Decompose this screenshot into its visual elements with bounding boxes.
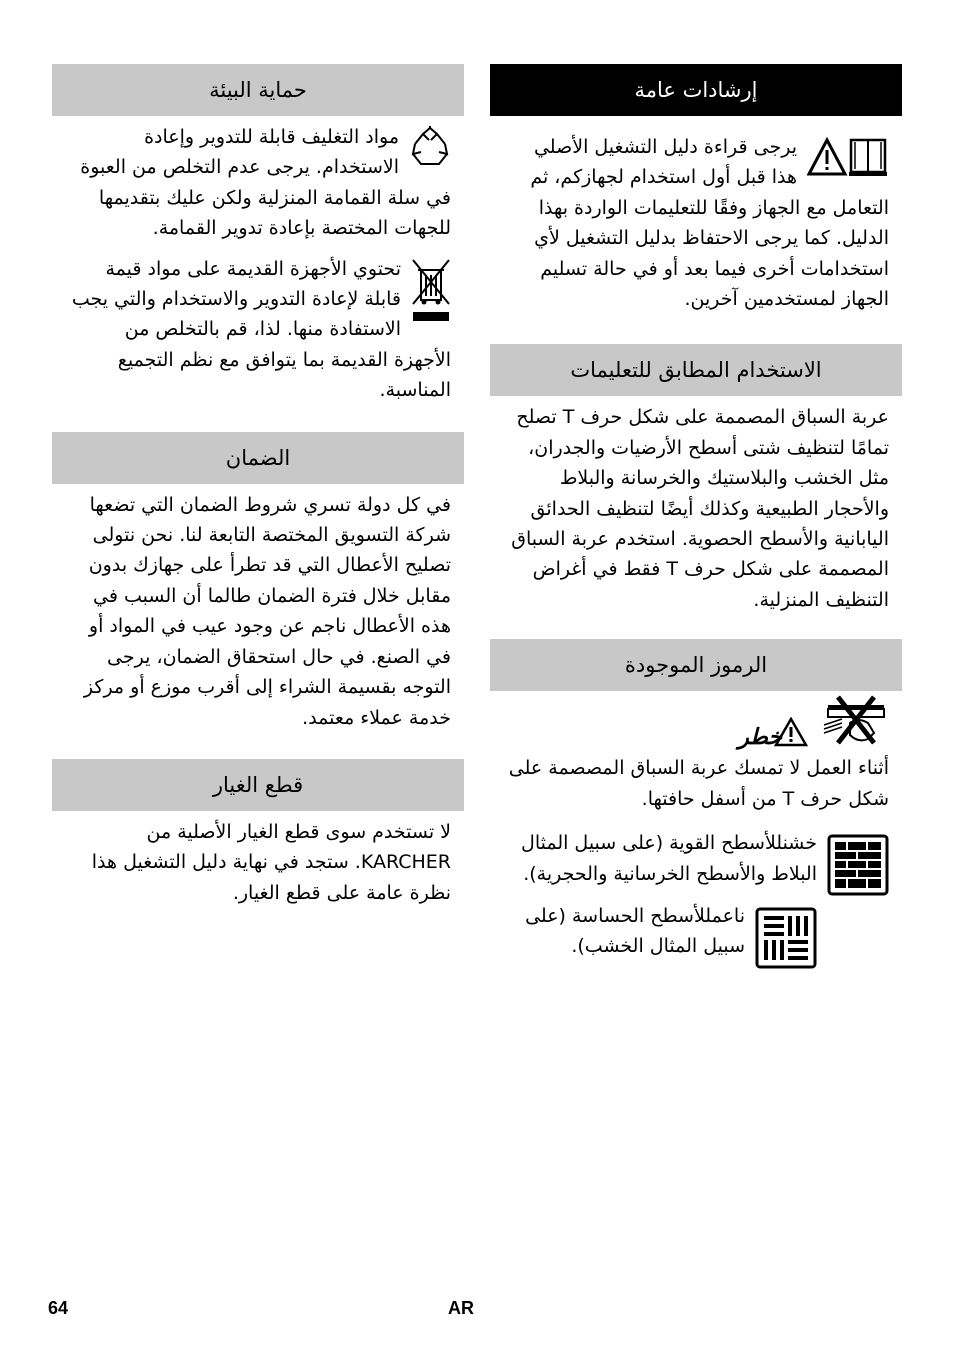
left-column [52,64,464,908]
spare-parts-title: قطع الغيار [212,772,304,797]
packaging-section [52,122,464,244]
packaging-text: مواد التغليف قابلة للتدوير وإعادة الاستخدام. يرجى عدم التخلص من العبوة في سلة القمامة المنزلية ولكن عليك بتقديمها للجهات المختصة بإعادة تدوير القمامة. [80,126,451,240]
spare-parts-header [52,759,464,811]
warranty-title: الضمان [225,445,291,470]
intended-use-section [490,402,902,615]
language-code: AR [448,1298,474,1318]
spare-parts-section [52,817,464,908]
spare-parts-text: لا تستخدم سوى قطع الغيار الأصلية من KARCHER. ستجد في نهاية دليل التشغيل هذا نظرة عامة على قطع الغيار. [91,820,451,904]
smooth-surface-section [490,901,902,962]
old-devices-section [52,254,464,406]
general-notes-title: إرشادات عامة [634,78,758,102]
intended-use-title: الاستخدام المطابق للتعليمات [570,358,822,383]
rough-surface-text: خشنللأسطح القوية (على سبيل المثال البلاط والأسطح الخرسانية والحجرية). [521,832,817,885]
general-notes-header [490,64,902,116]
general-notes-text: يرجى قراءة دليل التشغيل الأصلي هذا قبل أول استخدام لجهازكم، ثم التعامل مع الجهاز وفقًا للتعليمات الواردة بهذا الدليل. كما يرجى الاحتفاظ بدليل التشغيل لأي استخدامات أخرى فيما بعد أو في حالة تسليم الجهاز لمستخدمين آخرين. [530,136,889,311]
danger-section [490,753,902,814]
warranty-header [52,432,464,484]
environment-header [52,64,464,116]
environment-title: حماية البيئة [209,78,307,102]
brick-surface-icon [827,834,889,905]
rough-surface-section [490,828,902,889]
warning-manual-icon [807,136,889,187]
no-hand-under-edge-icon [820,693,890,751]
warranty-text: في كل دولة تسري شروط الضمان التي تضعها شركة التسويق المختصة التابعة لنا. نحن نتولى تصليح الأعطال التي قد تطرأ على جهازك بدون مقابل خلال فترة الضمان طالما أن السبب في هذه الأعطال ناجم عن وجود عيب في المواد أو في الصنع. في حال استحقاق الضمان، يرجى التوجه بقسيمة الشراء إلى أقرب موزع أو مركز خدمة عملاء معتمد. [83,493,451,729]
danger-text: أثناء العمل لا تمسك عربة السباق المصصمة على شكل حرف T من أسفل حافتها. [508,757,889,810]
symbols-title: الرموز الموجودة [624,653,768,678]
intended-use-header [490,344,902,396]
intended-use-text: عربة السباق المصممة على شكل حرف T تصلح تمامًا لتنظيف شتى أسطح الأرضيات والجدران، مثل الخشب والبلاستيك والخرسانة والبلاط والأحجار الطبيعية وكذلك أيضًا لتنظيف الحدائق اليابانية والأسطح الحصوية. استخدم عربة السباق المصممة على شكل حرف T فقط في أغراض التنظيف المنزلية. [511,406,889,611]
crossed-bin-icon [411,258,451,335]
right-column [490,64,902,978]
smooth-surface-text: ناعمللأسطح الحساسة (على سبيل المثال الخشب). [525,904,745,958]
warranty-section [52,490,464,733]
old-devices-text: تحتوي الأجهزة القديمة على مواد قيمة قابلة لإعادة التدوير والاستخدام والتي يجب الاستفادة منها. لذا، قم بالتخلص من الأجهزة القديمة بما يتوافق مع نظم التجميع المناسبة. [71,257,451,402]
danger-row [490,691,902,753]
wood-surface-icon [755,907,817,978]
symbols-header [490,639,902,691]
page-number: 64 [48,1298,69,1318]
recycle-icon [409,126,451,177]
danger-label: خطر [738,725,782,751]
general-notes-section [490,132,902,314]
